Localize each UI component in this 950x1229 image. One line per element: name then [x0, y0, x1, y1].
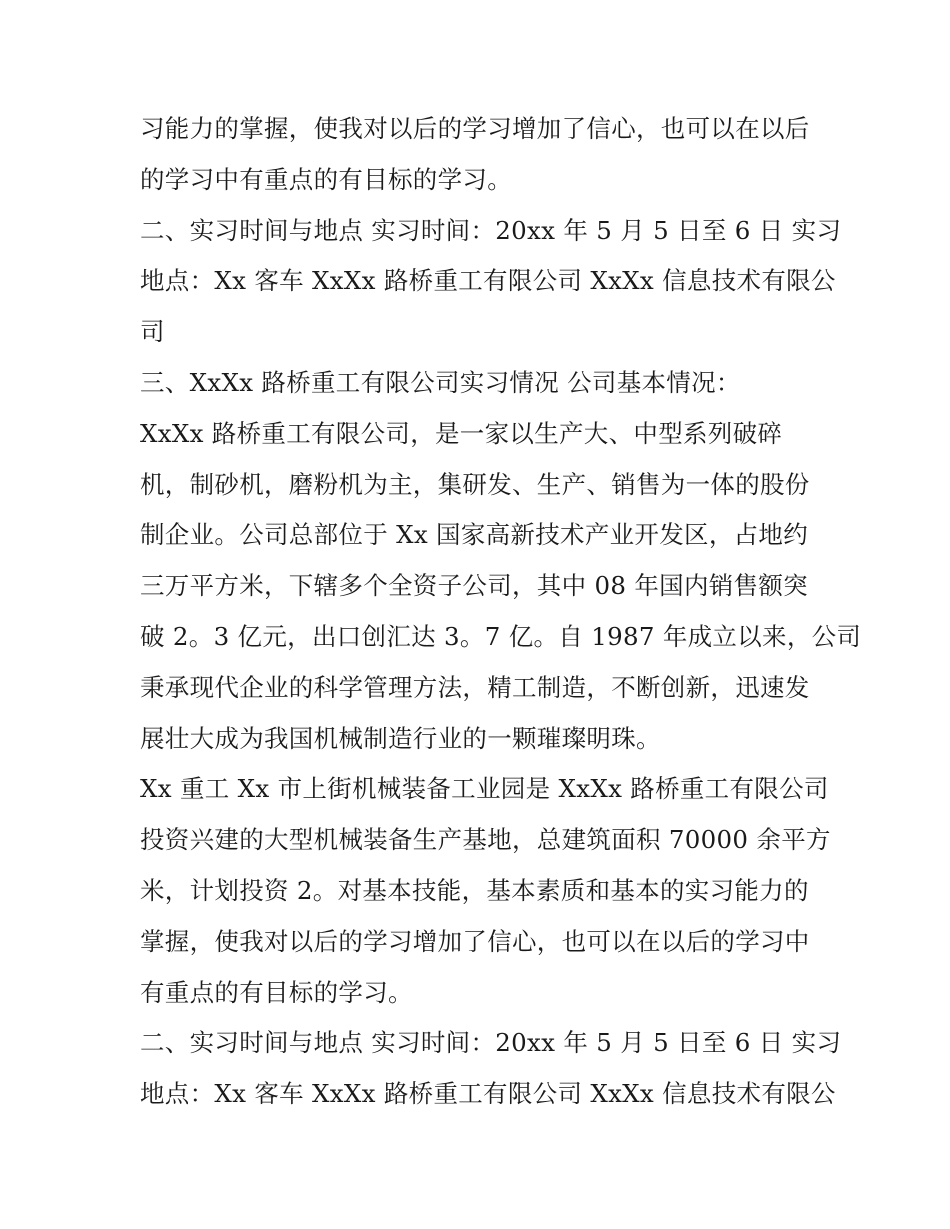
text-line: Xx 重工 Xx 市上街机械装备工业园是 XxXx 路桥重工有限公司: [140, 774, 829, 804]
text-line: XxXx 路桥重工有限公司，是一家以生产大、中型系列破碎: [140, 418, 783, 448]
section-heading-line: 三、XxXx 路桥重工有限公司实习情况 公司基本情况：: [140, 367, 741, 397]
text-line: 司: [140, 317, 165, 347]
text-line: 投资兴建的大型机械装备生产基地，总建筑面积 70000 余平方: [140, 825, 831, 855]
text-line: 掌握，使我对以后的学习增加了信心，也可以在以后的学习中: [140, 926, 810, 956]
section-heading-line: 二、实习时间与地点 实习时间：20xx 年 5 月 5 日至 6 日 实习: [140, 1028, 842, 1058]
text-line: 有重点的有目标的学习。: [140, 977, 413, 1007]
text-line: 破 2。3 亿元，出口创汇达 3。7 亿。自 1987 年成立以来，公司: [140, 621, 862, 651]
text-line: 米，计划投资 2。对基本技能，基本素质和基本的实习能力的: [140, 875, 809, 905]
text-line: 的学习中有重点的有目标的学习。: [140, 164, 512, 194]
text-line: 三万平方米，下辖多个全资子公司，其中 08 年国内销售额突: [140, 571, 808, 601]
text-line: 地点：Xx 客车 XxXx 路桥重工有限公司 XxXx 信息技术有限公: [140, 266, 836, 296]
document-body: [140, 104, 862, 1120]
text-line: 习能力的掌握，使我对以后的学习增加了信心，也可以在以后: [140, 114, 810, 143]
section-heading-line: 二、实习时间与地点 实习时间：20xx 年 5 月 5 日至 6 日 实习: [140, 215, 842, 245]
text-line: 机，制砂机，磨粉机为主，集研发、生产、销售为一体的股份: [140, 469, 810, 499]
text-line: 制企业。公司总部位于 Xx 国家高新技术产业开发区，占地约: [140, 520, 809, 550]
text-line: 地点：Xx 客车 XxXx 路桥重工有限公司 XxXx 信息技术有限公: [140, 1079, 836, 1109]
text-line: 秉承现代企业的科学管理方法，精工制造，不断创新，迅速发: [140, 672, 810, 702]
text-line: 展壮大成为我国机械制造行业的一颗璀璨明珠。: [140, 723, 661, 753]
